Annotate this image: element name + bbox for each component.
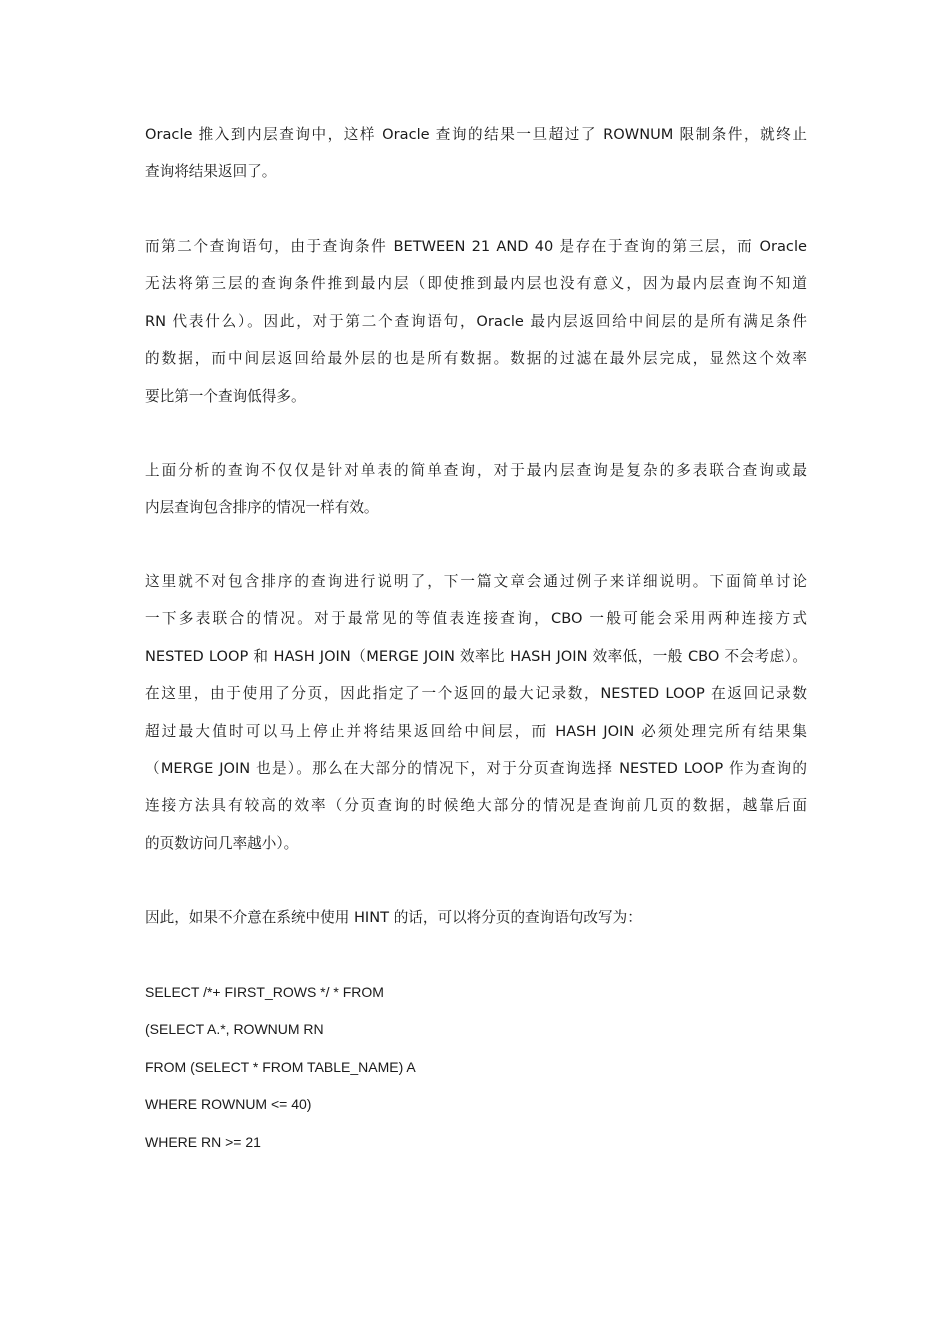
text-line: （MERGE JOIN 也是）。那么在大部分的情况下，对于分页查询选择 NESTED LOOP 作为查询的: [145, 759, 807, 777]
text-line: Oracle 推入到内层查询中，这样 Oracle 查询的结果一旦超过了 ROWNUM 限制条件，就终止: [145, 126, 807, 143]
text-line: 因此，如果不介意在系统中使用 HINT 的话，可以将分页的查询语句改写为：: [145, 909, 642, 926]
text-line: 连接方法具有较高的效率（分页查询的时候绝大部分的情况是查询前几页的数据，越靠后面: [145, 797, 807, 815]
code-line: SELECT /*+ FIRST_ROWS */ * FROM: [145, 984, 384, 1000]
code-line: WHERE ROWNUM <= 40): [145, 1096, 312, 1113]
text-line: NESTED LOOP 和 HASH JOIN（MERGE JOIN 效率比 HASH JOIN 效率低，一般 CBO 不会考虑）。: [145, 647, 807, 665]
text-line: 在这里，由于使用了分页，因此指定了一个返回的最大记录数，NESTED LOOP 在返回记录数: [145, 685, 807, 703]
sql-code-block: [145, 974, 807, 1161]
code-line: WHERE RN >= 21: [145, 1133, 261, 1150]
text-line: 上面分析的查询不仅仅是针对单表的简单查询，对于最内层查询是复杂的多表联合查询或最: [145, 462, 807, 479]
text-line: 的数据，而中间层返回给最外层的也是所有数据。数据的过滤在最外层完成，显然这个效率: [145, 350, 807, 368]
text-line: 的页数访问几率越小）。: [145, 834, 299, 852]
text-line: 无法将第三层的查询条件推到最内层（即使推到最内层也没有意义，因为最内层查询不知道: [145, 275, 807, 293]
paragraph-2: [145, 228, 807, 415]
code-line: (SELECT A.*, ROWNUM RN: [145, 1021, 324, 1038]
text-line: 查询将结果返回了。: [145, 163, 277, 181]
text-line: 超过最大值时可以马上停止并将结果返回给中间层，而 HASH JOIN 必须处理完所有结果集: [145, 722, 807, 740]
text-line: 一下多表联合的情况。对于最常见的等值表连接查询，CBO 一般可能会采用两种连接方式: [145, 610, 807, 628]
paragraph-5: [145, 899, 807, 936]
paragraph-3: [145, 452, 807, 527]
text-line: 要比第一个查询低得多。: [145, 387, 306, 405]
text-line: RN 代表什么）。因此，对于第二个查询语句，Oracle 最内层返回给中间层的是所有满足条件: [145, 312, 807, 330]
text-line: 而第二个查询语句，由于查询条件 BETWEEN 21 AND 40 是存在于查询的第三层，而 Oracle: [145, 238, 807, 255]
paragraph-4: [145, 563, 807, 862]
text-line: 内层查询包含排序的情况一样有效。: [145, 499, 379, 517]
code-line: FROM (SELECT * FROM TABLE_NAME) A: [145, 1058, 416, 1075]
text-line: 这里就不对包含排序的查询进行说明了，下一篇文章会通过例子来详细说明。下面简单讨论: [145, 573, 807, 590]
paragraph-1: [145, 116, 807, 191]
